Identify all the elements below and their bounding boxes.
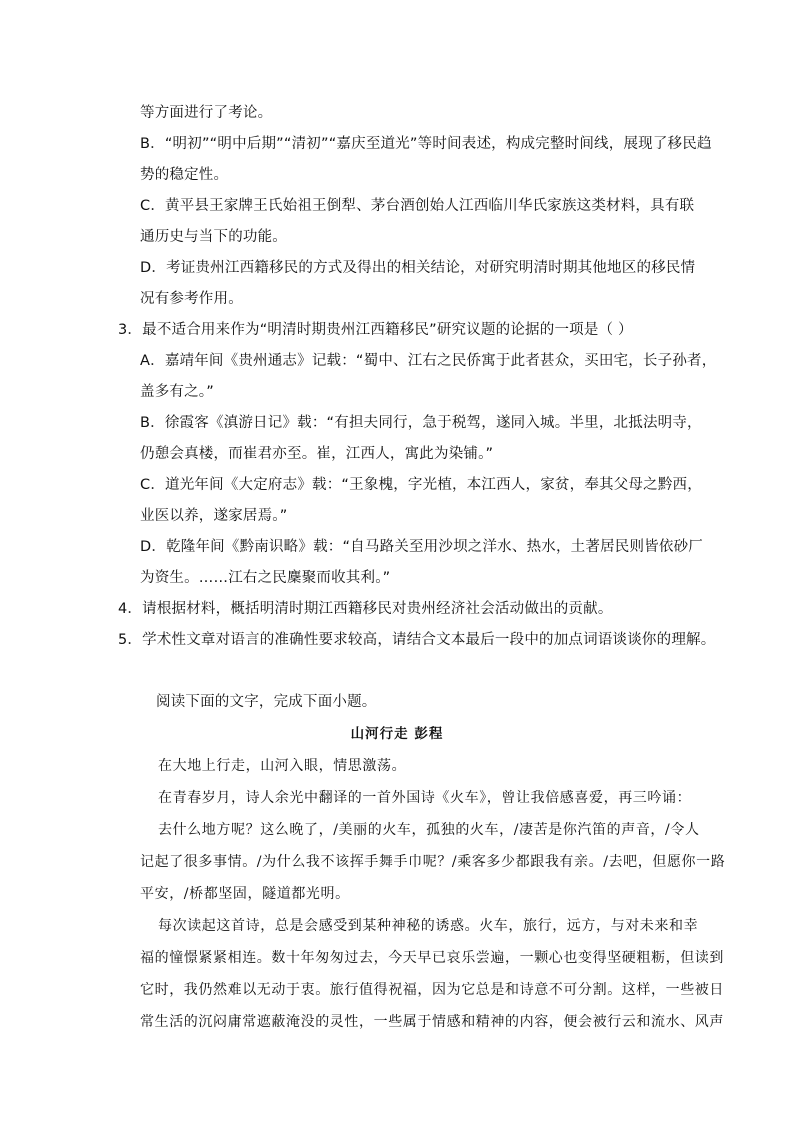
q3-option-d-line1: D．乾隆年间《黔南识略》载：“自马路关至用沙坝之洋水、热水，土著居民则皆依砂厂 [140, 539, 703, 555]
q5-stem: 5．学术性文章对语言的准确性要求较高，请结合文本最后一段中的加点词语谈谈你的理解。 [118, 632, 716, 648]
poem-line-1: 去什么地方呢？这么晚了，/美丽的火车，孤独的火车，/凄苦是你汽笛的声音，/令人 [158, 822, 700, 838]
q3-option-a-line2: 盖多有之。” [140, 384, 214, 400]
q4-stem: 4．请根据材料，概括明清时期江西籍移民对贵州经济社会活动做出的贡献。 [118, 601, 613, 617]
q2-option-c-line2: 通历史与当下的功能。 [140, 229, 287, 245]
q3-option-c-line2: 业医以养，遂家居焉。” [140, 508, 288, 524]
q2-option-b-line1: B．“明初”“明中后期”“清初”“嘉庆至道光”等时间表述，构成完整时间线，展现了移民趋 [140, 136, 712, 152]
q3-option-a-line1: A．嘉靖年间《贵州通志》记载：“蜀中、江右之民侨寓于此者甚众，买田宅，长子孙者， [140, 353, 717, 369]
q3-option-b-line1: B．徐霞客《滇游日记》载：“有担夫同行，急于税驾，遂同入城。半里，北抵法明寺， [140, 415, 702, 431]
q3-option-b-line2: 仍憩会真楼，而崔君亦至。崔，江西人，寓此为染铺。” [140, 446, 494, 462]
reading-paragraph-4-line3: 它时，我仍然难以无动于衷。旅行值得祝福，因为它总是和诗意不可分割。这样，一些被日 [140, 982, 724, 998]
poem-line-2: 记起了很多事情。/为什么我不该挥手舞手巾呢？/乘客多少都跟我有亲。/去吧，但愿你一路 [140, 854, 726, 870]
reading-paragraph-4-line4: 常生活的沉闷庸常遮蔽淹没的灵性，一些属于情感和精神的内容，便会被行云和流水、风声 [140, 1014, 724, 1030]
q3-option-c-line1: C．道光年间《大定府志》载：“王象槐，字光植，本江西人，家贫，奉其父母之黔西， [140, 477, 702, 493]
q2-option-b-line2: 势的稳定性。 [140, 167, 229, 183]
q3-option-d-line2: 为资生。……江右之民麇聚而收其利。” [140, 570, 391, 586]
reading-paragraph-4-line2: 福的憧憬紧紧相连。数十年匆匆过去，今天早已哀乐尝遍，一颗心也变得坚硬粗粝，但读到 [140, 950, 724, 966]
reading-paragraph-2: 在青春岁月，诗人余光中翻译的一首外国诗《火车》，曾让我倍感喜爱，再三吟诵： [158, 790, 692, 806]
q2-option-a-tail: 等方面进行了考论。 [140, 105, 273, 121]
q3-stem: 3．最不适合用来作为“明清时期贵州江西籍移民”研究议题的论据的一项是（ ） [118, 322, 633, 338]
q2-option-d-line1: D．考证贵州江西籍移民的方式及得出的相关结论，对研究明清时期其他地区的移民情 [140, 260, 696, 276]
reading-instruction: 阅读下面的文字，完成下面小题。 [156, 694, 377, 710]
q2-option-d-line2: 况有参考作用。 [140, 291, 243, 307]
reading-paragraph-4-line1: 每次读起这首诗，总是会感受到某种神秘的诱惑。火车，旅行，远方，与对未来和幸 [158, 918, 699, 934]
reading-title: 山河行走 彭程 [350, 726, 444, 742]
q2-option-c-line1: C．黄平县王家牌王氏始祖王倒犁、茅台酒创始人江西临川华氏家族这类材料，具有联 [140, 198, 695, 214]
poem-line-3: 平安，/桥都坚固，隧道都光明。 [140, 886, 350, 902]
reading-paragraph-1: 在大地上行走，山河入眼，情思激荡。 [158, 758, 407, 774]
